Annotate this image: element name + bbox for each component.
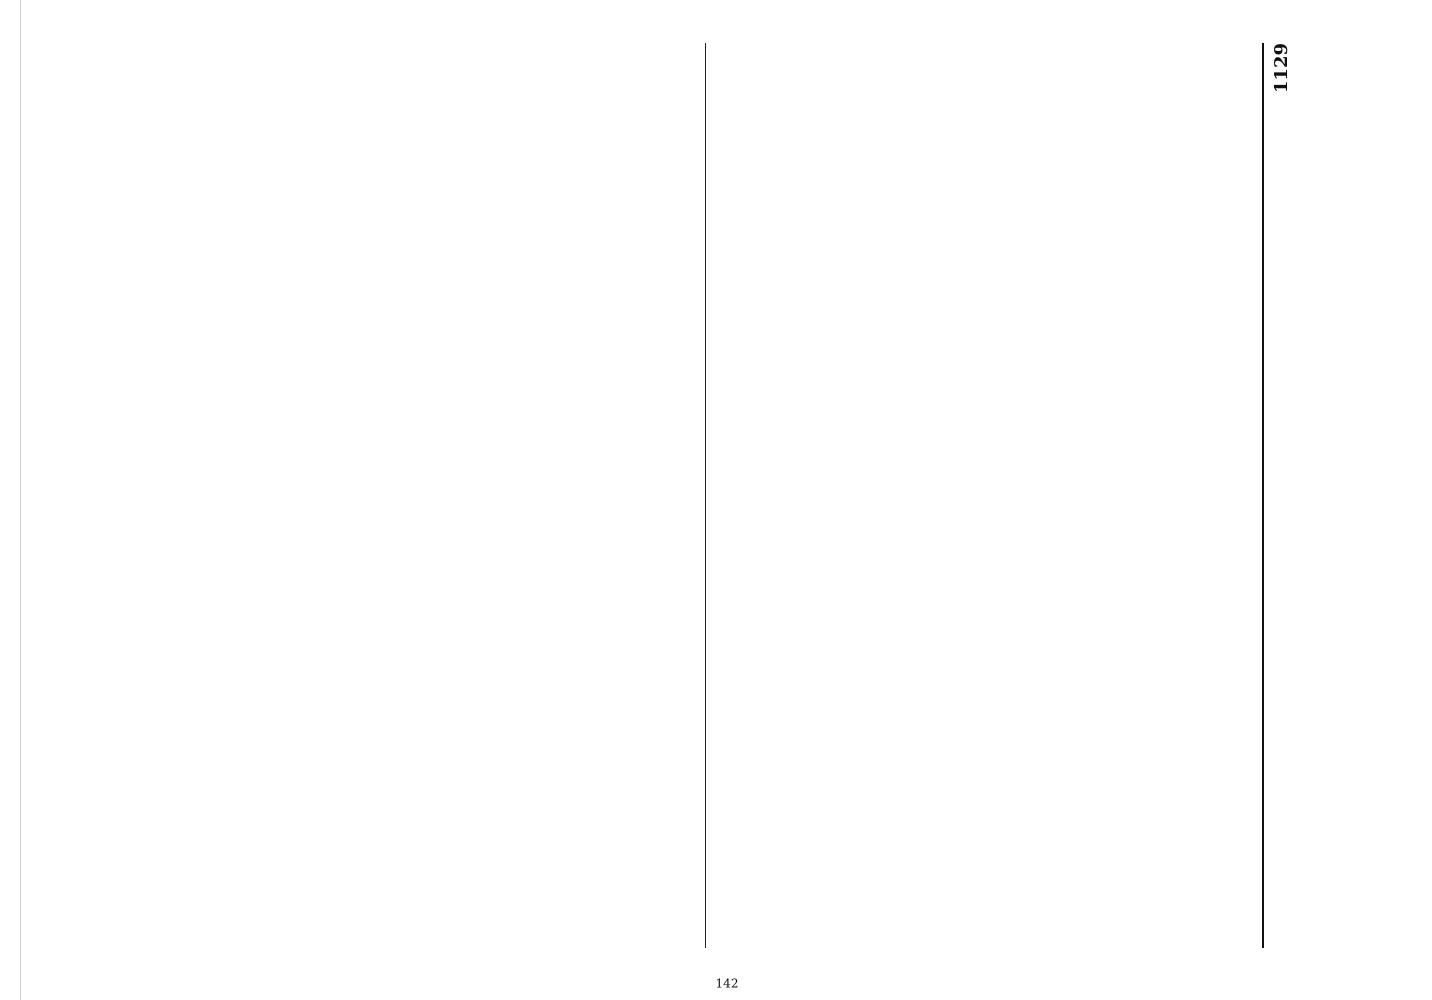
- text-column-left: [20, 43, 490, 948]
- text-column-right: [720, 43, 1250, 948]
- page-number: 1129: [1271, 43, 1292, 94]
- footer-page-number: 142: [715, 976, 739, 991]
- column-divider: [705, 43, 706, 948]
- header-rule: [1262, 43, 1264, 948]
